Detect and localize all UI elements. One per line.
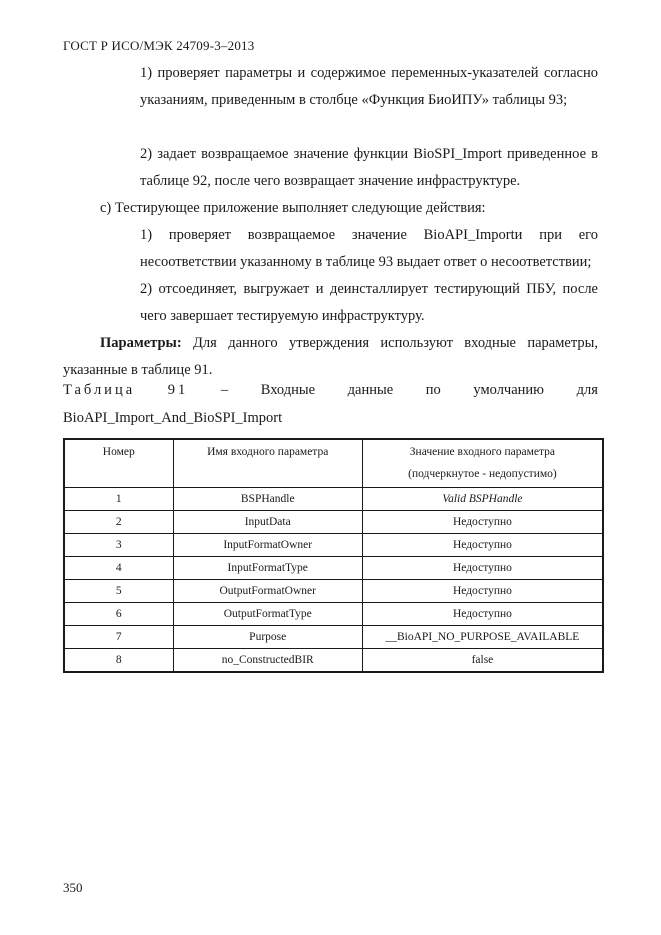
table-row — [64, 580, 603, 603]
document-header: ГОСТ Р ИСО/МЭК 24709-3–2013 — [63, 38, 255, 53]
caption-word: для — [576, 382, 598, 398]
cell-number: 6 — [64, 603, 173, 626]
cell-name: no_ConstructedBIR — [173, 649, 362, 673]
cell-name: InputFormatType — [173, 557, 362, 580]
cell-value: __BioAPI_NO_PURPOSE_AVAILABLE — [362, 626, 603, 649]
cell-value: Недоступно — [362, 557, 603, 580]
paragraph-detach-unload: 2) отсоединяет, выгружает и деинсталлирует тестирующий ПБУ, после чего завершает тестируемую инфраструктуру. — [140, 281, 598, 324]
caption-word: Входные — [260, 382, 316, 398]
caption-word: Таблица — [63, 382, 136, 398]
table-row — [64, 488, 603, 511]
cell-name: InputData — [173, 511, 362, 534]
paragraph-check-import: 1) проверяет возвращаемое значение BioAPI_Importи при его несоответствии указанному в таблице 93 выдает ответ о несоответствии; — [140, 227, 598, 270]
paragraph-return-value: 2) задает возвращаемое значение функции BioSPI_Import приведенное в таблице 92, после чего возвращает значение инфраструктуре. — [140, 146, 598, 189]
paragraph-test-app-actions: c) Тестирующее приложение выполняет следующие действия: — [100, 200, 486, 216]
parameters-text: Для данного утверждения используют входные параметры, указанные в таблице 91. — [63, 335, 598, 378]
table-row — [64, 534, 603, 557]
table-caption — [63, 382, 598, 399]
table-row — [64, 511, 603, 534]
header-value-line2: (подчеркнутое - недопустимо) — [408, 468, 557, 480]
table-header-row — [64, 439, 603, 488]
caption-word: 91 — [167, 382, 189, 398]
cell-name: BSPHandle — [173, 488, 362, 511]
cell-value: false — [362, 649, 603, 673]
cell-value: Недоступно — [362, 511, 603, 534]
cell-number: 8 — [64, 649, 173, 673]
cell-number: 7 — [64, 626, 173, 649]
header-param-name: Имя входного параметра — [173, 439, 362, 488]
cell-number: 2 — [64, 511, 173, 534]
table-row — [64, 626, 603, 649]
cell-value: Недоступно — [362, 580, 603, 603]
cell-name: Purpose — [173, 626, 362, 649]
cell-number: 1 — [64, 488, 173, 511]
cell-name: OutputFormatType — [173, 603, 362, 626]
cell-number: 3 — [64, 534, 173, 557]
cell-value: Недоступно — [362, 534, 603, 557]
caption-word: по — [425, 382, 441, 398]
header-number: Номер — [64, 439, 173, 488]
parameters-label: Параметры: — [100, 335, 182, 351]
caption-word: умолчанию — [473, 382, 545, 398]
table-row — [64, 649, 603, 673]
paragraph-parameters — [63, 330, 598, 384]
cell-value: Недоступно — [362, 603, 603, 626]
cell-name: InputFormatOwner — [173, 534, 362, 557]
cell-value: Valid BSPHandle — [362, 488, 603, 511]
cell-number: 4 — [64, 557, 173, 580]
caption-word: данные — [347, 382, 394, 398]
input-params-table — [63, 438, 604, 673]
table-caption-name: BioAPI_Import_And_BioSPI_Import — [63, 410, 283, 426]
header-value-line1: Значение входного параметра — [409, 446, 556, 458]
cell-name: OutputFormatOwner — [173, 580, 362, 603]
caption-word: – — [220, 382, 229, 398]
table-row — [64, 557, 603, 580]
cell-number: 5 — [64, 580, 173, 603]
paragraph-check-params: 1) проверяет параметры и содержимое переменных-указателей согласно указаниям, приведенным в столбце «Функция БиоИПУ» таблицы 93; — [140, 65, 598, 108]
header-param-value — [362, 439, 603, 488]
table-row — [64, 603, 603, 626]
page-number: 350 — [63, 880, 83, 895]
